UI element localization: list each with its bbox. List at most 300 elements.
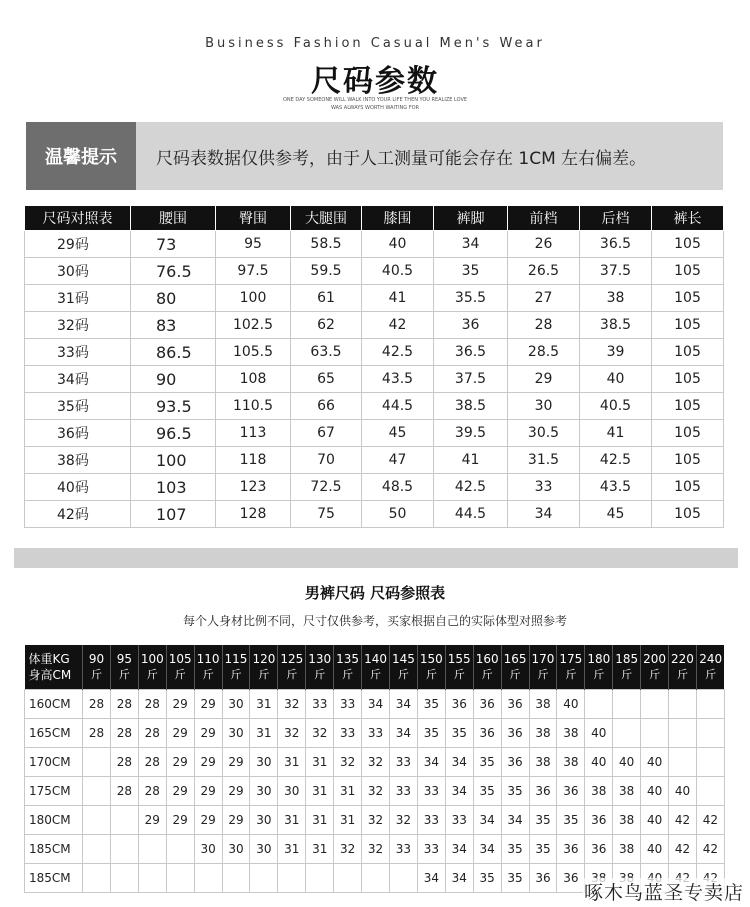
- size-ref-cell: 34: [417, 864, 445, 893]
- size-value-cell: 26.5: [508, 258, 580, 285]
- size-value-cell: 39: [580, 339, 652, 366]
- size-ref-cell: 36: [501, 748, 529, 777]
- size-value-cell: 31.5: [508, 447, 580, 474]
- weight-height-table: [24, 645, 725, 893]
- weight-header-cell: [334, 645, 362, 690]
- size-value-cell: 48.5: [362, 474, 434, 501]
- size-value-cell: 41: [362, 285, 434, 312]
- size-ref-cell: 28: [138, 719, 166, 748]
- weight-unit: 斤: [230, 668, 242, 681]
- tip-text: 尺码表数据仅供参考，由于人工测量可能会存在 1CM 左右偏差。: [156, 148, 647, 169]
- size-value-cell: 95: [216, 231, 291, 258]
- size-value-cell: 40.5: [362, 258, 434, 285]
- size-value-cell: 50: [362, 501, 434, 528]
- size-ref-cell: [669, 690, 697, 719]
- size-ref-cell: 28: [83, 690, 111, 719]
- table-row: [25, 835, 725, 864]
- size-ref-cell: [83, 835, 111, 864]
- english-title: Business Fashion Casual Men's Wear: [205, 36, 545, 51]
- size-ref-cell: 29: [194, 719, 222, 748]
- size-table: [24, 205, 724, 528]
- size-ref-cell: 29: [222, 777, 250, 806]
- weight-unit: 斤: [565, 668, 577, 681]
- table-row: [25, 690, 725, 719]
- size-ref-cell: 40: [613, 748, 641, 777]
- weight-unit: 斤: [676, 668, 688, 681]
- table-row: [25, 231, 724, 258]
- table-row: [25, 447, 724, 474]
- weight-value: 135: [336, 652, 360, 666]
- size-ref-cell: 35: [501, 864, 529, 893]
- size-ref-cell: [83, 864, 111, 893]
- weight-header-cell: [222, 645, 250, 690]
- size-value-cell: 90: [131, 366, 216, 393]
- size-ref-cell: 34: [417, 748, 445, 777]
- size-ref-cell: [83, 748, 111, 777]
- size-ref-cell: 34: [473, 806, 501, 835]
- weight-value: 150: [419, 652, 443, 666]
- weight-value: 130: [308, 652, 332, 666]
- size-value-cell: 28: [508, 312, 580, 339]
- size-ref-cell: 34: [362, 690, 390, 719]
- size-value-cell: 59.5: [291, 258, 362, 285]
- size-header-cell: 大腿围: [291, 206, 362, 231]
- size-ref-cell: [110, 835, 138, 864]
- size-value-cell: 73: [131, 231, 216, 258]
- size-ref-cell: 29: [194, 806, 222, 835]
- size-value-cell: 42.5: [362, 339, 434, 366]
- size-value-cell: 43.5: [580, 474, 652, 501]
- table-row: [25, 719, 725, 748]
- size-value-cell: 41: [434, 447, 508, 474]
- size-value-cell: 118: [216, 447, 291, 474]
- size-value-cell: 105: [652, 501, 724, 528]
- size-ref-cell: 34: [445, 748, 473, 777]
- size-value-cell: 42.5: [580, 447, 652, 474]
- weight-value: 125: [280, 652, 304, 666]
- size-value-cell: 44.5: [434, 501, 508, 528]
- size-ref-cell: 34: [445, 864, 473, 893]
- weight-value: 115: [224, 652, 248, 666]
- size-value-cell: 61: [291, 285, 362, 312]
- size-ref-cell: 33: [389, 835, 417, 864]
- size-ref-cell: 33: [362, 719, 390, 748]
- weight-header-cell: [278, 645, 306, 690]
- size-ref-cell: 36: [473, 690, 501, 719]
- size-value-cell: 40.5: [580, 393, 652, 420]
- size-ref-cell: 30: [222, 719, 250, 748]
- height-label-cell: 165CM: [25, 719, 83, 748]
- size-ref-cell: 29: [166, 806, 194, 835]
- slogan-line-1: ONE DAY SOMEONE WILL WALK INTO YOUR LIFE THEN YOU REALIZE LOVE: [282, 97, 468, 103]
- size-ref-cell: 30: [194, 835, 222, 864]
- size-ref-cell: 35: [417, 690, 445, 719]
- size-value-cell: 102.5: [216, 312, 291, 339]
- size-ref-cell: [222, 864, 250, 893]
- weight-unit: 斤: [481, 668, 493, 681]
- weight-value: 90: [88, 652, 105, 666]
- size-value-cell: 41: [580, 420, 652, 447]
- size-value-cell: 26: [508, 231, 580, 258]
- size-value-cell: 30.5: [508, 420, 580, 447]
- size-value-cell: 45: [362, 420, 434, 447]
- size-ref-cell: 36: [529, 777, 557, 806]
- size-ref-cell: 40: [585, 719, 613, 748]
- table-row: [25, 474, 724, 501]
- size-value-cell: 100: [216, 285, 291, 312]
- size-ref-cell: 35: [473, 748, 501, 777]
- size-value-cell: 97.5: [216, 258, 291, 285]
- size-value-cell: 86.5: [131, 339, 216, 366]
- size-value-cell: 72.5: [291, 474, 362, 501]
- table-row: [25, 312, 724, 339]
- size-ref-cell: 28: [138, 777, 166, 806]
- size-value-cell: 38.5: [580, 312, 652, 339]
- size-ref-cell: 36: [585, 806, 613, 835]
- size-value-cell: 38: [580, 285, 652, 312]
- size-ref-cell: 34: [389, 690, 417, 719]
- size-ref-cell: [696, 748, 724, 777]
- size-ref-cell: 34: [445, 835, 473, 864]
- size-ref-cell: [585, 690, 613, 719]
- size-value-cell: 34: [434, 231, 508, 258]
- weight-unit: 斤: [593, 668, 605, 681]
- weight-header-cell: [696, 645, 724, 690]
- weight-unit: 斤: [370, 668, 382, 681]
- size-value-cell: 105: [652, 447, 724, 474]
- height-label-cell: 170CM: [25, 748, 83, 777]
- size-value-cell: 67: [291, 420, 362, 447]
- size-ref-cell: 28: [110, 748, 138, 777]
- size-ref-cell: [669, 719, 697, 748]
- size-ref-cell: 29: [222, 806, 250, 835]
- height-axis-label: 身高CM: [28, 668, 72, 682]
- size-header-cell: 膝围: [362, 206, 434, 231]
- size-value-cell: 38.5: [434, 393, 508, 420]
- size-ref-cell: 30: [278, 777, 306, 806]
- size-header-cell: 后档: [580, 206, 652, 231]
- tip-banner: [26, 122, 723, 190]
- size-ref-cell: 28: [110, 690, 138, 719]
- size-ref-cell: 38: [613, 806, 641, 835]
- weight-header-cell: [529, 645, 557, 690]
- size-value-cell: 33: [508, 474, 580, 501]
- section-title: 男裤尺码 尺码参照表: [304, 584, 446, 602]
- tip-label: 温馨提示: [26, 122, 136, 190]
- size-header-cell: 前档: [508, 206, 580, 231]
- size-value-cell: 105: [652, 474, 724, 501]
- weight-header-cell: [557, 645, 585, 690]
- size-value-cell: 105: [652, 231, 724, 258]
- size-ref-cell: 42: [669, 806, 697, 835]
- size-value-cell: 37.5: [580, 258, 652, 285]
- size-value-cell: 35.5: [434, 285, 508, 312]
- table-row: [25, 501, 724, 528]
- height-label-cell: 175CM: [25, 777, 83, 806]
- weight-unit: 斤: [397, 668, 409, 681]
- size-value-cell: 105: [652, 258, 724, 285]
- size-ref-cell: 38: [557, 719, 585, 748]
- weight-unit: 斤: [90, 668, 102, 681]
- size-ref-cell: 40: [557, 690, 585, 719]
- size-ref-cell: 31: [250, 719, 278, 748]
- size-ref-cell: 35: [557, 806, 585, 835]
- size-ref-cell: 31: [278, 806, 306, 835]
- weight-header-cell: [641, 645, 669, 690]
- size-ref-cell: 29: [194, 777, 222, 806]
- weight-header-cell: [194, 645, 222, 690]
- size-ref-cell: 36: [557, 864, 585, 893]
- size-ref-cell: 31: [334, 777, 362, 806]
- section-divider: [14, 548, 738, 568]
- size-label-cell: 30码: [25, 258, 131, 285]
- size-value-cell: 65: [291, 366, 362, 393]
- size-ref-cell: 34: [389, 719, 417, 748]
- size-ref-cell: 28: [110, 777, 138, 806]
- size-ref-cell: 32: [278, 690, 306, 719]
- size-ref-cell: 35: [501, 777, 529, 806]
- size-ref-cell: 32: [362, 748, 390, 777]
- size-value-cell: 42: [362, 312, 434, 339]
- weight-header-cell: [585, 645, 613, 690]
- size-ref-cell: 29: [194, 748, 222, 777]
- slogan: [0, 96, 750, 112]
- size-label-cell: 34码: [25, 366, 131, 393]
- size-ref-cell: [613, 719, 641, 748]
- size-ref-cell: 29: [194, 690, 222, 719]
- size-ref-cell: 42: [696, 835, 724, 864]
- size-value-cell: 108: [216, 366, 291, 393]
- size-ref-cell: 32: [334, 835, 362, 864]
- size-label-cell: 35码: [25, 393, 131, 420]
- size-ref-cell: 30: [250, 835, 278, 864]
- size-label-cell: 29码: [25, 231, 131, 258]
- size-ref-cell: 30: [250, 777, 278, 806]
- weight-value: 110: [196, 652, 220, 666]
- size-ref-cell: 40: [641, 777, 669, 806]
- size-ref-cell: 29: [166, 690, 194, 719]
- size-value-cell: 93.5: [131, 393, 216, 420]
- weight-unit: 斤: [537, 668, 549, 681]
- size-ref-cell: [194, 864, 222, 893]
- size-ref-cell: [83, 806, 111, 835]
- table-row: [25, 748, 725, 777]
- size-value-cell: 47: [362, 447, 434, 474]
- size-value-cell: 80: [131, 285, 216, 312]
- size-ref-cell: 40: [669, 777, 697, 806]
- weight-value: 175: [559, 652, 583, 666]
- weight-header-cell: [83, 645, 111, 690]
- size-value-cell: 39.5: [434, 420, 508, 447]
- size-ref-cell: 28: [83, 719, 111, 748]
- size-header-cell: 裤脚: [434, 206, 508, 231]
- size-ref-cell: 36: [473, 719, 501, 748]
- size-ref-cell: [138, 835, 166, 864]
- height-label-cell: 180CM: [25, 806, 83, 835]
- size-ref-cell: 31: [278, 748, 306, 777]
- size-value-cell: 40: [580, 366, 652, 393]
- height-label-cell: 185CM: [25, 835, 83, 864]
- table-row: [25, 420, 724, 447]
- size-ref-cell: [250, 864, 278, 893]
- size-value-cell: 105: [652, 312, 724, 339]
- size-ref-cell: 33: [389, 777, 417, 806]
- size-value-cell: 75: [291, 501, 362, 528]
- table-row: [25, 339, 724, 366]
- table-row: [25, 258, 724, 285]
- size-ref-cell: 33: [306, 690, 334, 719]
- size-value-cell: 35: [434, 258, 508, 285]
- size-value-cell: 113: [216, 420, 291, 447]
- size-ref-cell: 29: [166, 748, 194, 777]
- size-ref-cell: 38: [613, 835, 641, 864]
- size-value-cell: 83: [131, 312, 216, 339]
- weight-header-cell: [417, 645, 445, 690]
- corner-header: [25, 645, 83, 690]
- size-value-cell: 105: [652, 393, 724, 420]
- table-row: [25, 777, 725, 806]
- table-row: [25, 393, 724, 420]
- weight-header-cell: [445, 645, 473, 690]
- size-value-cell: 105: [652, 366, 724, 393]
- weight-value: 155: [447, 652, 471, 666]
- size-value-cell: 105: [652, 285, 724, 312]
- size-header-cell: 臀围: [216, 206, 291, 231]
- size-value-cell: 27: [508, 285, 580, 312]
- size-value-cell: 36.5: [434, 339, 508, 366]
- size-ref-cell: 40: [641, 835, 669, 864]
- size-ref-cell: 32: [306, 719, 334, 748]
- size-ref-cell: 38: [529, 748, 557, 777]
- size-ref-cell: [389, 864, 417, 893]
- height-label-cell: 185CM: [25, 864, 83, 893]
- size-label-cell: 36码: [25, 420, 131, 447]
- store-watermark: 啄木鸟蓝圣专卖店: [582, 878, 746, 905]
- weight-value: 220: [671, 652, 694, 666]
- size-ref-cell: 31: [306, 835, 334, 864]
- size-value-cell: 36: [434, 312, 508, 339]
- size-ref-cell: 32: [362, 835, 390, 864]
- weight-unit: 斤: [174, 668, 186, 681]
- size-ref-cell: 33: [334, 690, 362, 719]
- size-ref-cell: [166, 864, 194, 893]
- size-ref-cell: 29: [166, 777, 194, 806]
- size-ref-cell: 31: [334, 806, 362, 835]
- size-value-cell: 28.5: [508, 339, 580, 366]
- size-value-cell: 107: [131, 501, 216, 528]
- size-ref-cell: 36: [557, 835, 585, 864]
- size-ref-cell: 32: [278, 719, 306, 748]
- size-value-cell: 43.5: [362, 366, 434, 393]
- size-value-cell: 29: [508, 366, 580, 393]
- size-ref-cell: 34: [501, 806, 529, 835]
- size-ref-cell: [278, 864, 306, 893]
- section-subtitle: 每个人身材比例不同，尺寸仅供参考，买家根据自己的实际体型对照参考: [182, 614, 567, 628]
- size-ref-cell: [110, 806, 138, 835]
- size-value-cell: 58.5: [291, 231, 362, 258]
- size-ref-cell: 31: [306, 748, 334, 777]
- size-ref-cell: [306, 864, 334, 893]
- size-ref-cell: 34: [473, 835, 501, 864]
- table-row: [25, 285, 724, 312]
- size-value-cell: 36.5: [580, 231, 652, 258]
- weight-header-cell: [138, 645, 166, 690]
- size-value-cell: 40: [362, 231, 434, 258]
- weight-unit: 斤: [314, 668, 326, 681]
- size-value-cell: 128: [216, 501, 291, 528]
- size-ref-cell: 35: [417, 719, 445, 748]
- size-ref-cell: [696, 777, 724, 806]
- size-ref-cell: 38: [529, 690, 557, 719]
- weight-value: 165: [503, 652, 527, 666]
- table-row: [25, 806, 725, 835]
- size-ref-cell: 28: [138, 748, 166, 777]
- size-value-cell: 76.5: [131, 258, 216, 285]
- size-value-cell: 63.5: [291, 339, 362, 366]
- weight-unit: 斤: [286, 668, 298, 681]
- size-ref-cell: 31: [306, 777, 334, 806]
- weight-unit: 斤: [146, 668, 158, 681]
- size-ref-cell: [110, 864, 138, 893]
- weight-unit: 斤: [705, 668, 717, 681]
- size-value-cell: 34: [508, 501, 580, 528]
- size-value-cell: 105: [652, 420, 724, 447]
- size-ref-cell: 42: [669, 835, 697, 864]
- weight-value: 160: [475, 652, 499, 666]
- size-ref-cell: [613, 690, 641, 719]
- weight-value: 95: [116, 652, 132, 666]
- weight-unit: 斤: [342, 668, 354, 681]
- weight-value: 140: [364, 652, 387, 666]
- size-ref-cell: [166, 835, 194, 864]
- size-ref-cell: 29: [166, 719, 194, 748]
- size-ref-cell: [641, 690, 669, 719]
- page-title: 尺码参数: [311, 64, 439, 99]
- weight-value: 100: [140, 652, 164, 666]
- size-ref-cell: 40: [641, 748, 669, 777]
- size-ref-cell: 33: [334, 719, 362, 748]
- weight-header-cell: [166, 645, 194, 690]
- size-ref-cell: 30: [222, 835, 250, 864]
- size-ref-cell: 35: [529, 835, 557, 864]
- size-value-cell: 44.5: [362, 393, 434, 420]
- weight-value: 185: [615, 652, 639, 666]
- size-value-cell: 123: [216, 474, 291, 501]
- weight-value: 180: [587, 652, 611, 666]
- weight-header-cell: [613, 645, 641, 690]
- size-value-cell: 30: [508, 393, 580, 420]
- size-label-cell: 38码: [25, 447, 131, 474]
- size-ref-cell: 42: [696, 806, 724, 835]
- size-label-cell: 42码: [25, 501, 131, 528]
- size-ref-cell: [83, 777, 111, 806]
- size-ref-cell: 32: [362, 777, 390, 806]
- weight-header-row: [25, 645, 725, 690]
- weight-header-cell: [389, 645, 417, 690]
- size-ref-cell: 38: [557, 748, 585, 777]
- size-ref-cell: [669, 748, 697, 777]
- size-ref-cell: 38: [529, 719, 557, 748]
- size-ref-cell: 36: [557, 777, 585, 806]
- size-ref-cell: 33: [389, 748, 417, 777]
- size-header-cell: 腰围: [131, 206, 216, 231]
- table-row: [25, 366, 724, 393]
- weight-header-cell: [306, 645, 334, 690]
- size-ref-cell: 40: [641, 806, 669, 835]
- size-header-cell: 尺码对照表: [25, 206, 131, 231]
- size-value-cell: 37.5: [434, 366, 508, 393]
- size-ref-cell: 40: [585, 748, 613, 777]
